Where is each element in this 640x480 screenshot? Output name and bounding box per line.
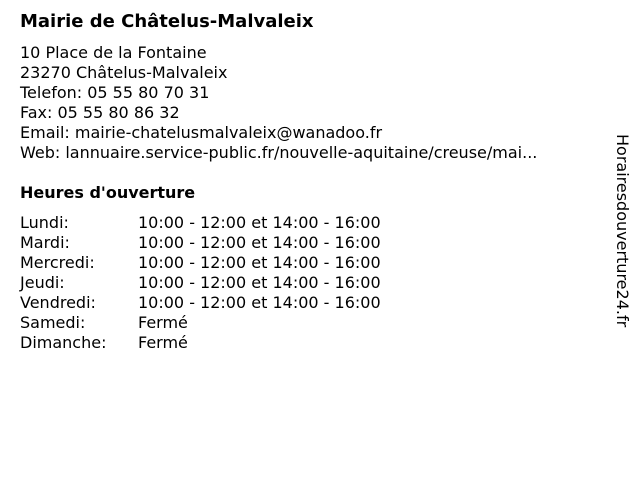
contact-info (20, 43, 537, 163)
fax-number: Fax: 05 55 80 86 32 (20, 103, 180, 122)
time-value: Fermé (138, 333, 188, 352)
phone-number: Telefon: 05 55 80 70 31 (20, 83, 210, 102)
city-address: 23270 Châtelus-Malvaleix (20, 63, 228, 82)
day-label: Vendredi: (20, 293, 96, 312)
time-value: Fermé (138, 313, 188, 332)
time-value: 10:00 - 12:00 et 14:00 - 16:00 (138, 253, 381, 272)
email-address: Email: mairie-chatelusmalvaleix@wanadoo.fr (20, 123, 383, 142)
time-value: 10:00 - 12:00 et 14:00 - 16:00 (138, 233, 381, 252)
day-label: Dimanche: (20, 333, 107, 352)
time-value: 10:00 - 12:00 et 14:00 - 16:00 (138, 273, 381, 292)
day-label: Lundi: (20, 213, 69, 232)
hours-heading: Heures d'ouverture (20, 183, 196, 202)
day-label: Samedi: (20, 313, 86, 332)
day-label: Mardi: (20, 233, 70, 252)
time-value: 10:00 - 12:00 et 14:00 - 16:00 (138, 213, 381, 232)
page-title: Mairie de Châtelus-Malvaleix (20, 11, 314, 32)
day-label: Jeudi: (20, 273, 65, 292)
site-watermark: Horairesdouverture24.fr (613, 134, 632, 328)
website-link[interactable]: Web: lannuaire.service-public.fr/nouvelle-aquitaine/creuse/mai... (20, 143, 538, 162)
day-label: Mercredi: (20, 253, 95, 272)
time-value: 10:00 - 12:00 et 14:00 - 16:00 (138, 293, 381, 312)
street-address: 10 Place de la Fontaine (20, 43, 207, 62)
